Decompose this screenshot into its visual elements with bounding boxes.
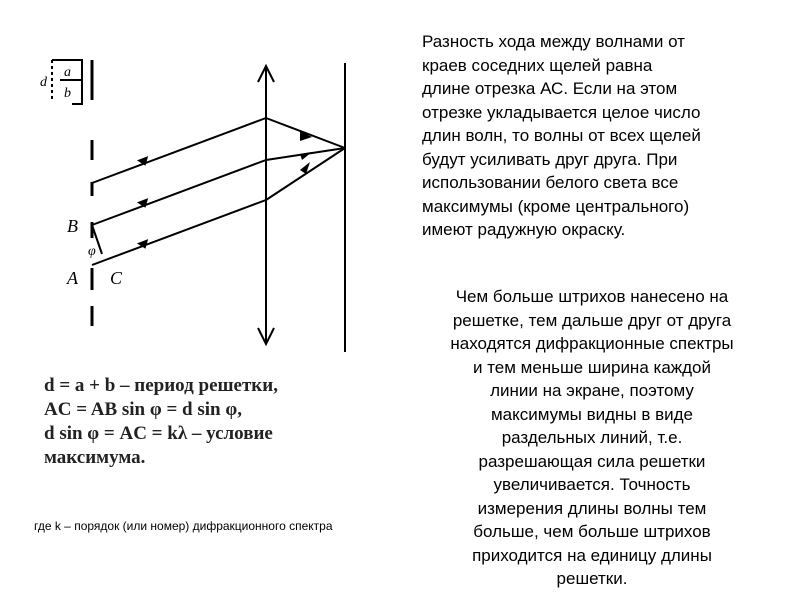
formula-line: AC = AB sin φ = d sin φ, xyxy=(44,399,242,420)
text-line: максимумы (кроме центрального) xyxy=(422,196,690,216)
text-line: Разность хода между волнами от xyxy=(422,32,685,51)
formula-line: d = a + b – период решетки, xyxy=(44,375,278,396)
text-line: находятся дифракционные спектры xyxy=(450,334,734,353)
text-line: решетки. xyxy=(556,569,628,588)
label-B: B xyxy=(67,216,78,236)
ray-bottom xyxy=(92,200,266,265)
label-A: A xyxy=(67,268,78,288)
text-line: увеличивается. Точность xyxy=(493,475,691,494)
text-line: измерения длины волны тем xyxy=(477,498,707,518)
text-line: будут усиливать друг друга. При xyxy=(422,149,678,169)
label-a: a xyxy=(64,65,71,80)
ray-top xyxy=(92,118,266,183)
formula-block xyxy=(44,374,374,470)
text-line: приходится на единицу длины xyxy=(472,545,712,565)
text-line: имеют радужную окраску. xyxy=(422,220,626,239)
rays xyxy=(92,118,345,265)
text-line: Чем больше штрихов нанесено на xyxy=(455,287,729,306)
formula-line: максимума. xyxy=(44,447,146,468)
text-line: отрезке укладывается целое число xyxy=(422,102,701,122)
text-line: и тем меньше ширина каждой xyxy=(472,357,712,377)
formula-line: d sin φ = AC = kλ – условие xyxy=(44,423,273,444)
label-d: d xyxy=(40,75,47,90)
text-line: раздельных линий, т.е. xyxy=(501,428,683,447)
text-line: линии на экране, поэтому xyxy=(490,381,694,400)
text-line: решетке, тем дальше друг от друга xyxy=(452,310,732,330)
paragraph-resolving-power xyxy=(422,285,762,591)
ray-middle xyxy=(92,160,266,225)
label-b: b xyxy=(64,86,71,101)
text-line: краев соседних щелей равна xyxy=(422,55,653,75)
ray-top-converge xyxy=(266,118,345,148)
text-line: разрешающая сила решетки xyxy=(478,451,706,471)
label-phi: φ xyxy=(88,244,96,259)
footnote: где k – порядок (или номер) дифракционного спектра xyxy=(34,519,333,533)
lens xyxy=(258,66,274,344)
text-line: использовании белого света все xyxy=(422,173,679,192)
text-line: больше, чем больше штрихов xyxy=(473,522,711,541)
text-line: длин волн, то волны от всех щелей xyxy=(422,126,701,145)
ray-arrows xyxy=(137,131,312,251)
text-line: длине отрезка АС. Если на этом xyxy=(422,79,678,98)
paragraph-path-difference xyxy=(422,30,762,242)
label-C: C xyxy=(110,268,123,288)
text-line: максимумы видны в виде xyxy=(490,404,694,424)
